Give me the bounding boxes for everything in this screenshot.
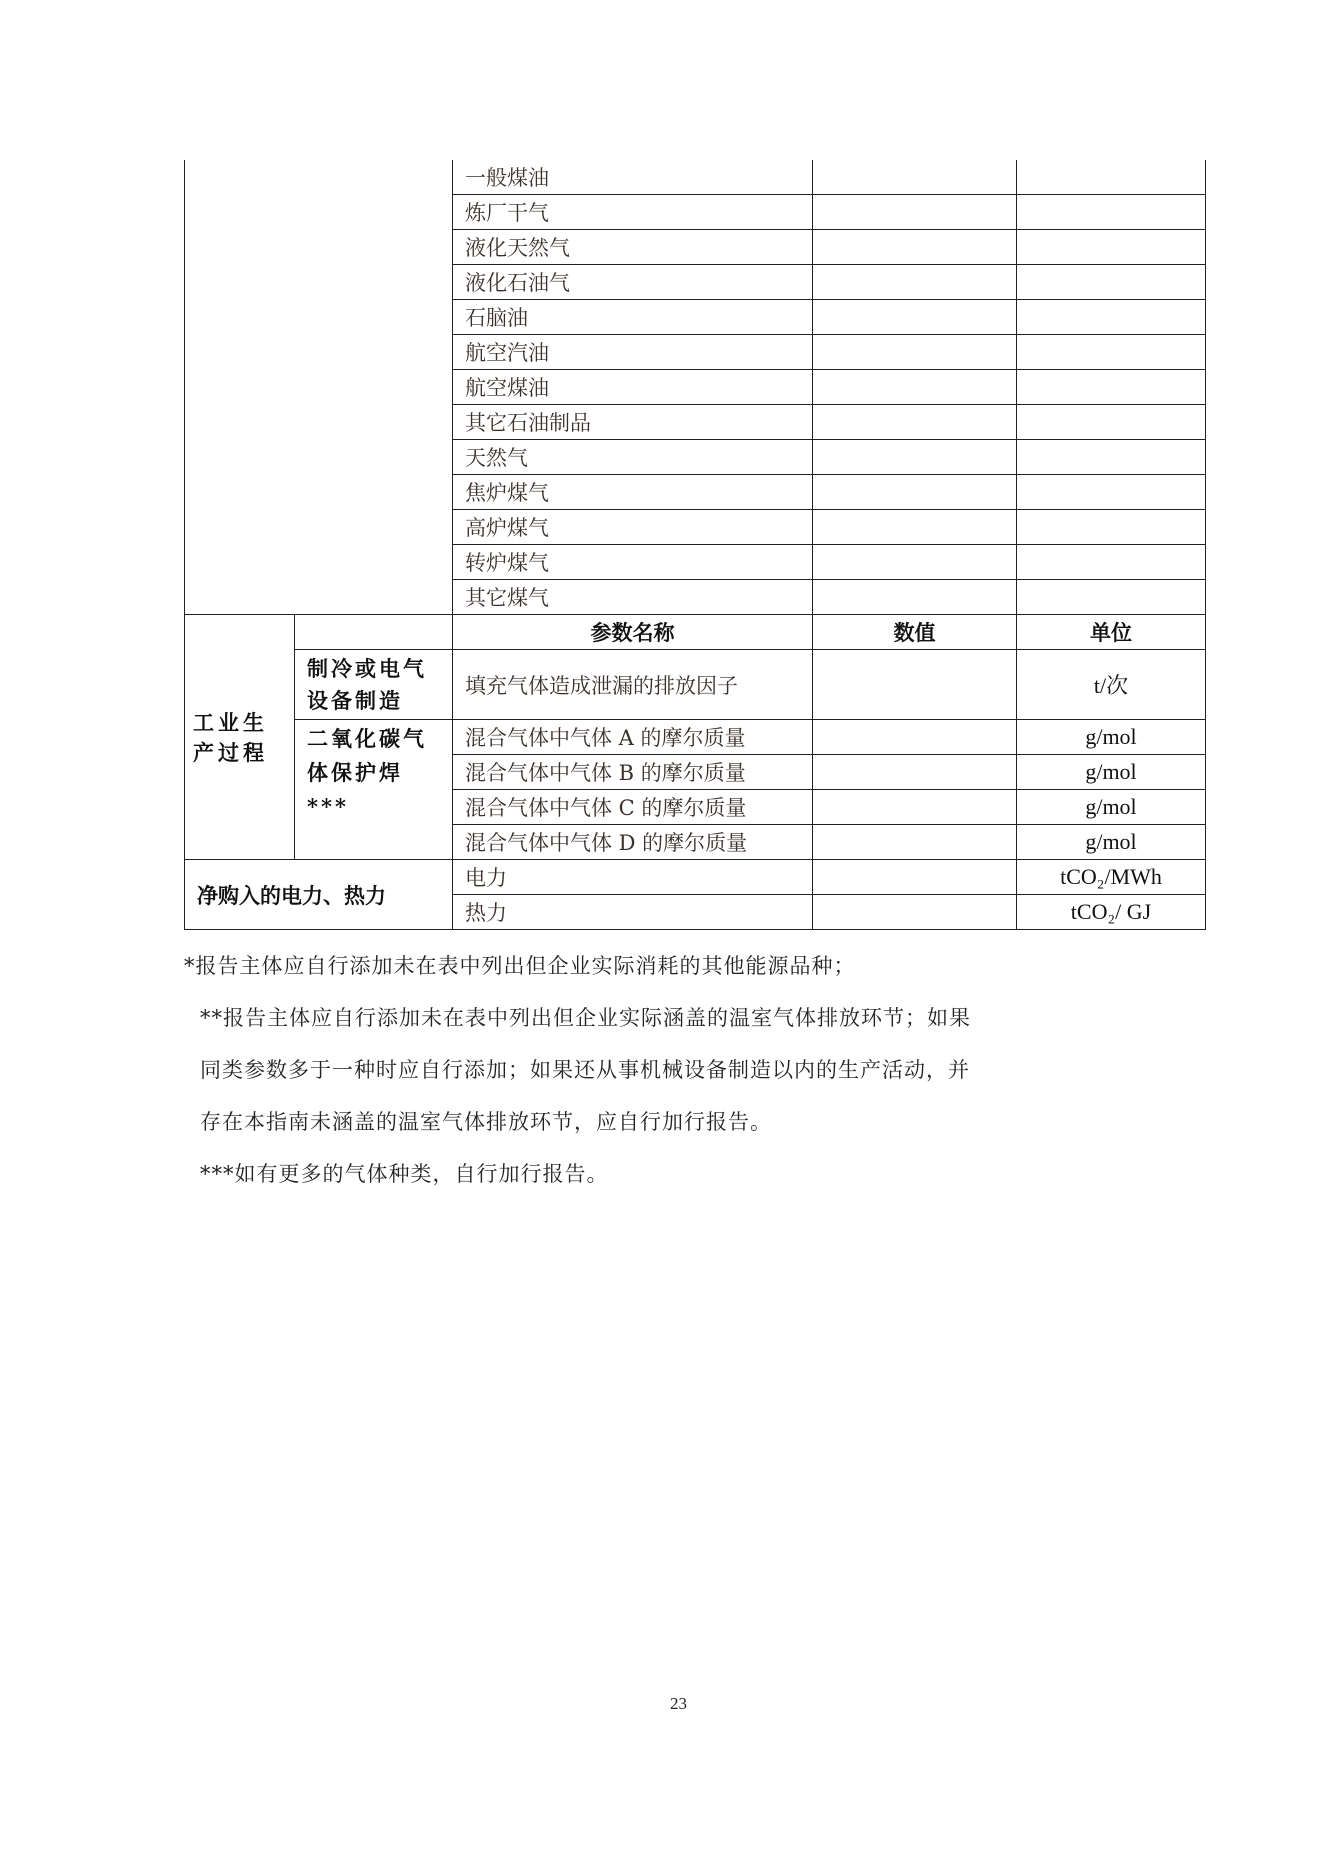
value-cell <box>813 195 1017 230</box>
fuel-name: 其它石油制品 <box>453 405 813 440</box>
header-value: 数值 <box>813 615 1017 650</box>
unit-cell <box>1017 580 1206 615</box>
value-cell <box>813 230 1017 265</box>
value-cell <box>813 475 1017 510</box>
unit: g/mol <box>1017 755 1206 790</box>
unit-cell <box>1017 545 1206 580</box>
value-cell <box>813 300 1017 335</box>
value-cell <box>813 440 1017 475</box>
footnote: *报告主体应自行添加未在表中列出但企业实际消耗的其他能源品种； <box>184 954 856 978</box>
unit: g/mol <box>1017 720 1206 755</box>
fuel-name: 一般煤油 <box>453 160 813 195</box>
unit-cell <box>1017 300 1206 335</box>
fuel-name: 液化天然气 <box>453 230 813 265</box>
fuel-name: 转炉煤气 <box>453 545 813 580</box>
emission-parameter-table <box>184 160 1206 930</box>
param-name: 混合气体中气体 C 的摩尔质量 <box>453 790 813 825</box>
fuel-name: 天然气 <box>453 440 813 475</box>
value-cell <box>813 335 1017 370</box>
value-cell <box>813 580 1017 615</box>
param-name: 热力 <box>453 895 813 930</box>
fuel-name: 石脑油 <box>453 300 813 335</box>
fuel-name: 高炉煤气 <box>453 510 813 545</box>
param-name: 混合气体中气体 A 的摩尔质量 <box>453 720 813 755</box>
value-cell <box>813 370 1017 405</box>
purchased-label: 净购入的电力、热力 <box>185 860 453 930</box>
value-cell <box>813 405 1017 440</box>
param-name: 混合气体中气体 B 的摩尔质量 <box>453 755 813 790</box>
footnote: 同类参数多于一种时应自行添加；如果还从事机械设备制造以内的生产活动，并 <box>200 1058 970 1082</box>
page-number: 23 <box>670 1694 687 1713</box>
param-name: 混合气体中气体 D 的摩尔质量 <box>453 825 813 860</box>
merged-category-cell <box>185 160 453 615</box>
unit-cell <box>1017 440 1206 475</box>
unit-cell <box>1017 335 1206 370</box>
unit-cell <box>1017 230 1206 265</box>
param-name: 填充气体造成泄漏的排放因子 <box>453 650 813 720</box>
footnote: ***如有更多的气体种类，自行加行报告。 <box>200 1162 609 1186</box>
unit: t/次 <box>1017 650 1206 720</box>
footnote: 存在本指南未涵盖的温室气体排放环节，应自行加行报告。 <box>200 1110 772 1134</box>
fuel-name: 炼厂干气 <box>453 195 813 230</box>
value-cell <box>813 265 1017 300</box>
header-param: 参数名称 <box>453 615 813 650</box>
unit-cell <box>1017 475 1206 510</box>
fuel-name: 航空煤油 <box>453 370 813 405</box>
fuel-name: 其它煤气 <box>453 580 813 615</box>
refrigeration-label: 制冷或电气设备制造 <box>295 650 453 720</box>
unit: tCO₂/ GJ <box>1017 895 1206 930</box>
co2-welding-label: 二氧化碳气体保护焊 *** <box>295 720 453 860</box>
unit-cell <box>1017 195 1206 230</box>
fuel-name: 液化石油气 <box>453 265 813 300</box>
industrial-process-label: 工业生产过程 <box>185 615 295 860</box>
value-cell <box>813 545 1017 580</box>
unit-cell <box>1017 510 1206 545</box>
unit: g/mol <box>1017 825 1206 860</box>
unit: tCO₂/MWh <box>1017 860 1206 895</box>
footnote: **报告主体应自行添加未在表中列出但企业实际涵盖的温室气体排放环节；如果 <box>200 1006 971 1030</box>
unit: g/mol <box>1017 790 1206 825</box>
fuel-name: 航空汽油 <box>453 335 813 370</box>
value-cell <box>813 510 1017 545</box>
unit-cell <box>1017 265 1206 300</box>
unit-cell <box>1017 405 1206 440</box>
header-unit: 单位 <box>1017 615 1206 650</box>
param-name: 电力 <box>453 860 813 895</box>
fuel-name: 焦炉煤气 <box>453 475 813 510</box>
unit-cell <box>1017 370 1206 405</box>
